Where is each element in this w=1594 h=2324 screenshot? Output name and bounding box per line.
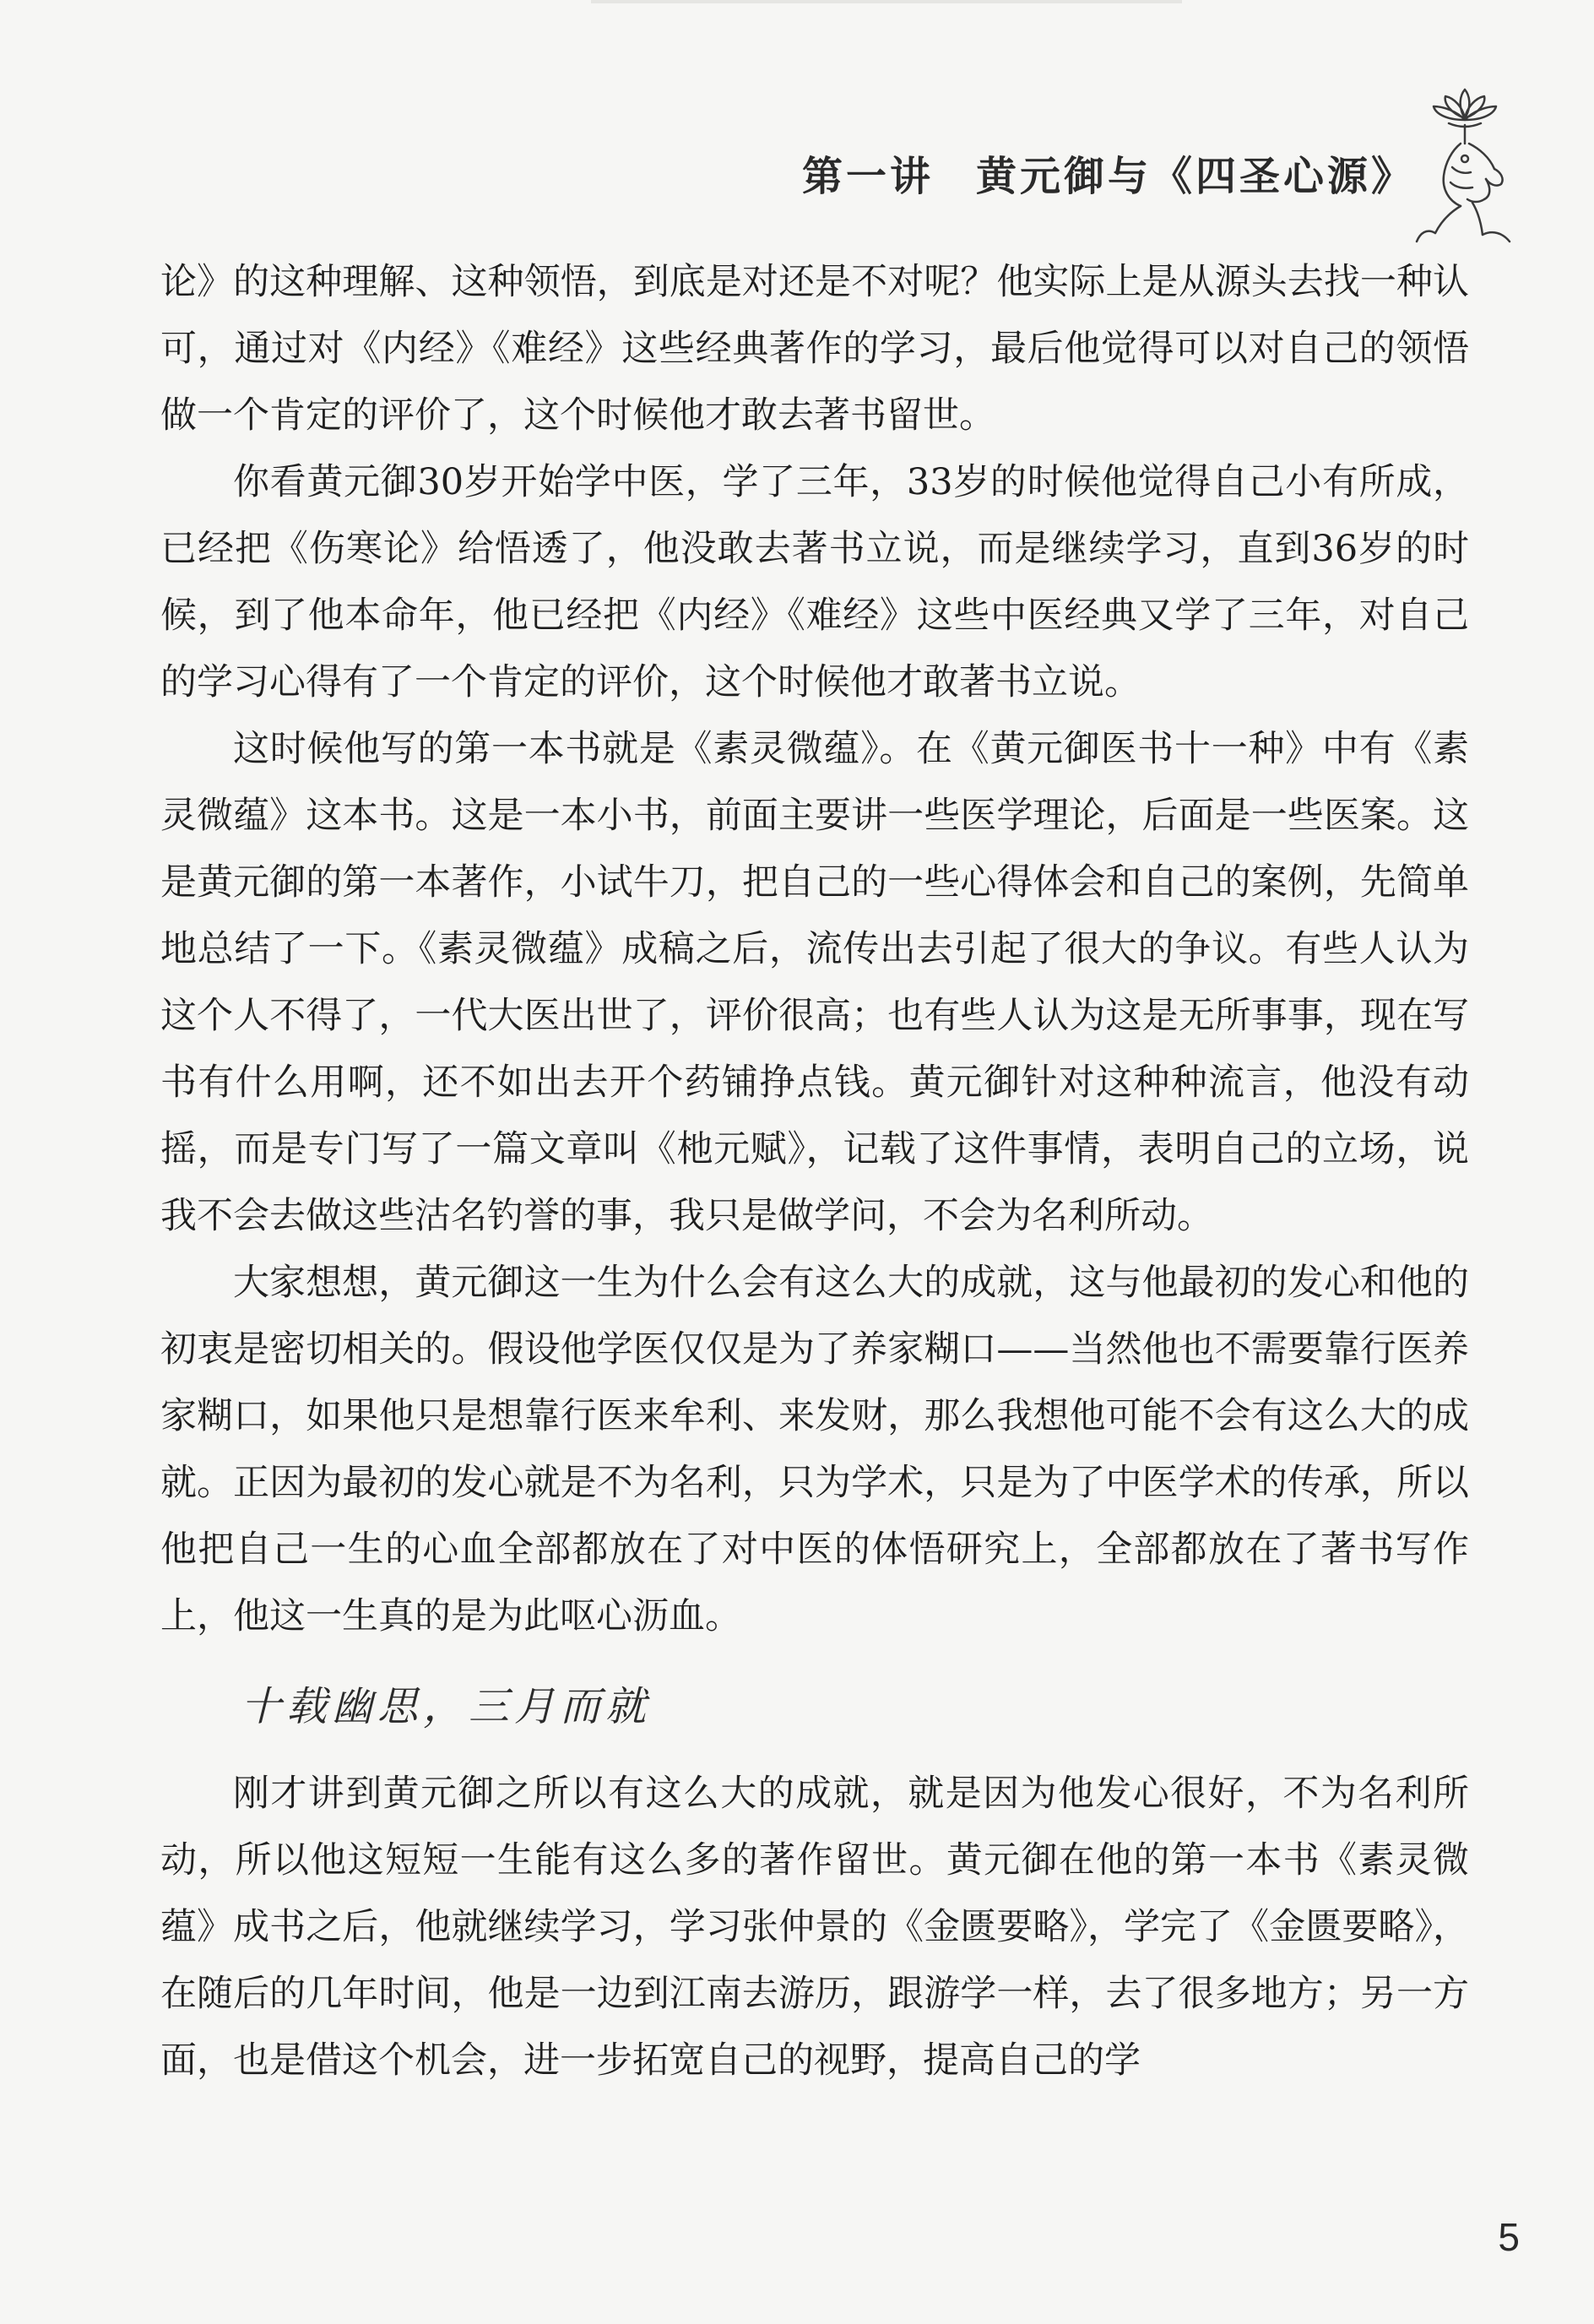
header-lecture: 第一讲	[802, 153, 935, 200]
paragraph: 大家想想，黄元御这一生为什么会有这么大的成就，这与他最初的发心和他的初衷是密切相关的。假设他学医仅仅是为了养家糊口——当然他也不需要靠行医养家糊口，如果他只是想靠行医来牟利、来发财，那么我想他可能不会有这么大的成就。正因为最初的发心就是不为名利，只为学术，只是为了中医学术的传承，所以他把自己一生的心血全部都放在了对中医的体悟研究上，全部都放在了著书写作上，他这一生真的是为此呕心沥血。	[160, 1262, 1469, 1637]
paragraph: 这时候他写的第一本书就是《素灵微蕴》。在《黄元御医书十一种》中有《素灵微蕴》这本书。这是一本小书，前面主要讲一些医学理论，后面是一些医案。这是黄元御的第一本著作，小试牛刀，把自己的一些心得体会和自己的案例，先简单地总结了一下。《素灵微蕴》成稿之后，流传出去引起了很大的争议。有些人认为这个人不得了，一代大医出世了，评价很高；也有些人认为这是无所事事，现在写书有什么用啊，还不如出去开个药铺挣点钱。黄元御针对这种种流言，他没有动摇，而是专门写了一篇文章叫《杝元赋》，记载了这件事情，表明自己的立场，说我不会去做这些沽名钓誉的事，我只是做学问，不会为名利所动。	[160, 728, 1469, 1237]
paragraph: 你看黄元御30岁开始学中医，学了三年，33岁的时候他觉得自己小有所成，已经把《伤寒论》给悟透了，他没敢去著书立说，而是继续学习，直到36岁的时候，到了他本命年，他已经把《内经》《难经》这些中医经典又学了三年，对自己的学习心得有了一个肯定的评价，这个时候他才敢著书立说。	[160, 461, 1469, 703]
running-header	[802, 144, 1415, 202]
section-heading: 十载幽思，三月而就	[241, 1683, 652, 1730]
body-text	[160, 249, 1469, 2094]
header-title: 黄元御与《四圣心源》	[976, 153, 1416, 200]
page-number: 5	[1498, 2215, 1520, 2259]
paragraph: 刚才讲到黄元御之所以有这么大的成就，就是因为他发心很好，不为名利所动，所以他这短短一生能有这么多的著作留世。黄元御在他的第一本书《素灵微蕴》成书之后，他就继续学习，学习张仲景的《金匮要略》，学完了《金匮要略》，在随后的几年时间，他是一边到江南去游历，跟游学一样，去了很多地方；另一方面，也是借这个机会，进一步拓宽自己的视野，提高自己的学	[160, 1773, 1469, 2082]
lotus-hand-icon	[1402, 84, 1528, 245]
paragraph: 论》的这种理解、这种领悟，到底是对还是不对呢？他实际上是从源头去找一种认可，通过对《内经》《难经》这些经典著作的学习，最后他觉得可以对自己的领悟做一个肯定的评价了，这个时候他才敢去著书留世。	[160, 261, 1469, 437]
scan-edge-line	[591, 0, 1182, 3]
